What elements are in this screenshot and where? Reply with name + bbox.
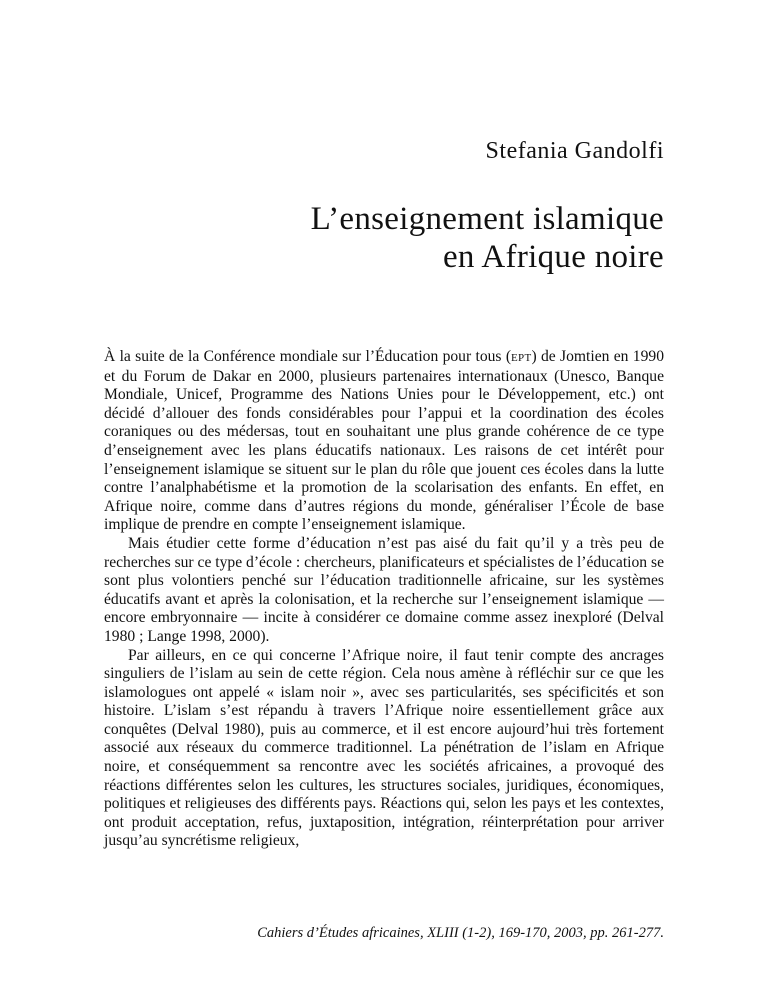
article-body bbox=[104, 348, 664, 851]
article-title bbox=[64, 200, 664, 276]
paragraph-1-text-b: ) de Jomtien en 1990 et du Forum de Dakar en 2000, plusieurs partenaires internationaux (Unesco, Banque Mondiale, Unicef, Programme des Nations Unies pour le Développement, etc.) ont décidé d’allouer des fonds considérables pour l’appui et la coordination des écoles coraniques ou des médersas, tout en souhaitant une plus grande cohérence de ce type d’enseignement avec les plans éducatifs nationaux. Les raisons de cet intérêt pour l’enseignement islamique se situent sur le plan du rôle que jouent ces écoles dans la lutte contre l’analphabétisme et la promotion de la scolarisation des enfants. En effet, en Afrique noire, comme dans d’autres régions du monde, généraliser l’École de base implique de prendre en compte l’enseignement islamique. bbox=[104, 348, 664, 534]
title-line-1: L’enseignement islamique bbox=[310, 201, 664, 237]
paragraph-1 bbox=[104, 348, 664, 535]
paragraph-2: Mais étudier cette forme d’éducation n’est pas aisé du fait qu’il y a très peu de recherches sur ce type d’école : chercheurs, planificateurs et spécialistes de l’éducation se sont plus volontiers penché sur l’éducation traditionnelle africaine, sur les systèmes éducatifs avant et après la colonisation, et la recherche sur l’enseignement islamique — encore embryonnaire — incite à considérer ce domaine comme assez inexploré (Delval 1980 ; Lange 1998, 2000). bbox=[104, 534, 664, 645]
paragraph-1-text-a: À la suite de la Conférence mondiale sur l’Éducation pour tous ( bbox=[104, 348, 512, 365]
paragraph-3: Par ailleurs, en ce qui concerne l’Afrique noire, il faut tenir compte des ancrages singuliers de l’islam au sein de cette région. Cela nous amène à réfléchir sur ce que les islamologues ont appelé « islam noir », avec ses particularités, ses spécificités et son histoire. L’islam s’est répandu à travers l’Afrique noire essentiellement grâce aux conquêtes (Delval 1980), puis au commerce, et il est encore aujourd’hui très fortement associé aux réseaux du commerce traditionnel. La pénétration de l’islam en Afrique noire, et conséquemment sa rencontre avec les sociétés africaines, a provoqué des réactions différentes selon les cultures, les structures sociales, juridiques, économiques, politiques et religieuses des différents pays. Réactions qui, selon les pays et les contextes, ont produit acceptation, refus, juxtaposition, intégration, réinterprétation pour arriver jusqu’au syncrétisme religieux, bbox=[104, 646, 664, 850]
author-name: Stefania Gandolfi bbox=[485, 138, 664, 164]
abbreviation-ept: EPT bbox=[511, 352, 532, 364]
journal-citation: Cahiers d’Études africaines, XLIII (1-2), 169-170, 2003, pp. 261-277. bbox=[257, 925, 664, 941]
title-line-2: en Afrique noire bbox=[442, 239, 664, 275]
